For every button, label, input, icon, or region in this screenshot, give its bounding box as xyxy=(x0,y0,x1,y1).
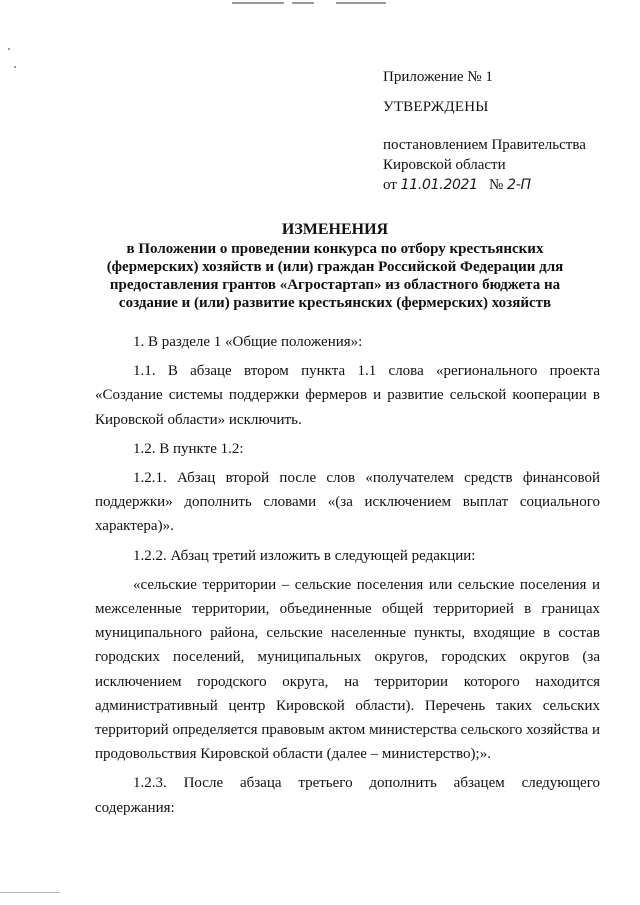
scan-speck xyxy=(8,48,10,50)
number-prefix: № xyxy=(489,177,504,193)
paragraph: 1. В разделе 1 «Общие положения»: xyxy=(133,334,363,350)
scan-artifact-top xyxy=(292,2,314,4)
scan-speck xyxy=(14,66,16,68)
title-subtitle: в Положении о проведении конкурса по отбору крестьянских (фермерских) хозяйств и (или) граждан Российской Федерации для предоставления грантов «Агростартап» из областного бюджета на создание и (или) развитие крестьянских (фермерских) хозяйств xyxy=(106,241,564,311)
paragraph: 1.2.2. Абзац третий изложить в следующей редакции: xyxy=(133,547,476,564)
title-main: ИЗМЕНЕНИЯ xyxy=(281,221,389,238)
scan-artifact-top xyxy=(232,2,284,4)
paragraph: 1.1. В абзаце втором пункта 1.1 слова «регионального проекта «Создание системы поддержки фермеров и развитие сельской кооперации в Кировской области» исключить. xyxy=(95,363,600,428)
approved-label: УТВЕРЖДЕНЫ xyxy=(383,99,489,115)
date-prefix: от xyxy=(383,177,397,193)
handwritten-date: 11.01.2021 xyxy=(400,177,478,193)
date-number-line xyxy=(383,175,623,195)
document-title xyxy=(95,221,575,312)
paragraph: 1.2.3. После абзаца третьего дополнить абзацем следующего содержания: xyxy=(95,775,600,816)
paragraph: 1.2.1. Абзац второй после слов «получателем средств финансовой поддержки» дополнить словами «(за исключением выплат социального характера)». xyxy=(95,470,600,535)
paragraph: 1.2. В пункте 1.2: xyxy=(133,440,244,457)
document-body xyxy=(95,330,600,820)
appendix-number: Приложение № 1 xyxy=(383,69,493,85)
decree-line-1: постановлением Правительства xyxy=(383,137,586,153)
paragraph: «сельские территории – сельские поселения или сельские поселения и межселенные территории, объединенные общей территорией в границах муниципального района, сельские населенные пункты, входящие в состав городских поселений, муниципальных округов, городских округов (за исключением городского округа, на территории которого находится административный центр Кировской области). Перечень таких сельских территорий определяется правовым актом министерства сельского хозяйства и продовольствия Кировской области (далее – министерство);». xyxy=(95,576,600,763)
handwritten-number: 2-П xyxy=(507,177,531,193)
scan-artifact-top xyxy=(336,2,386,4)
scan-artifact-bottom xyxy=(0,892,60,893)
decree-line-2: Кировской области xyxy=(383,157,506,173)
appendix-header xyxy=(383,67,623,195)
